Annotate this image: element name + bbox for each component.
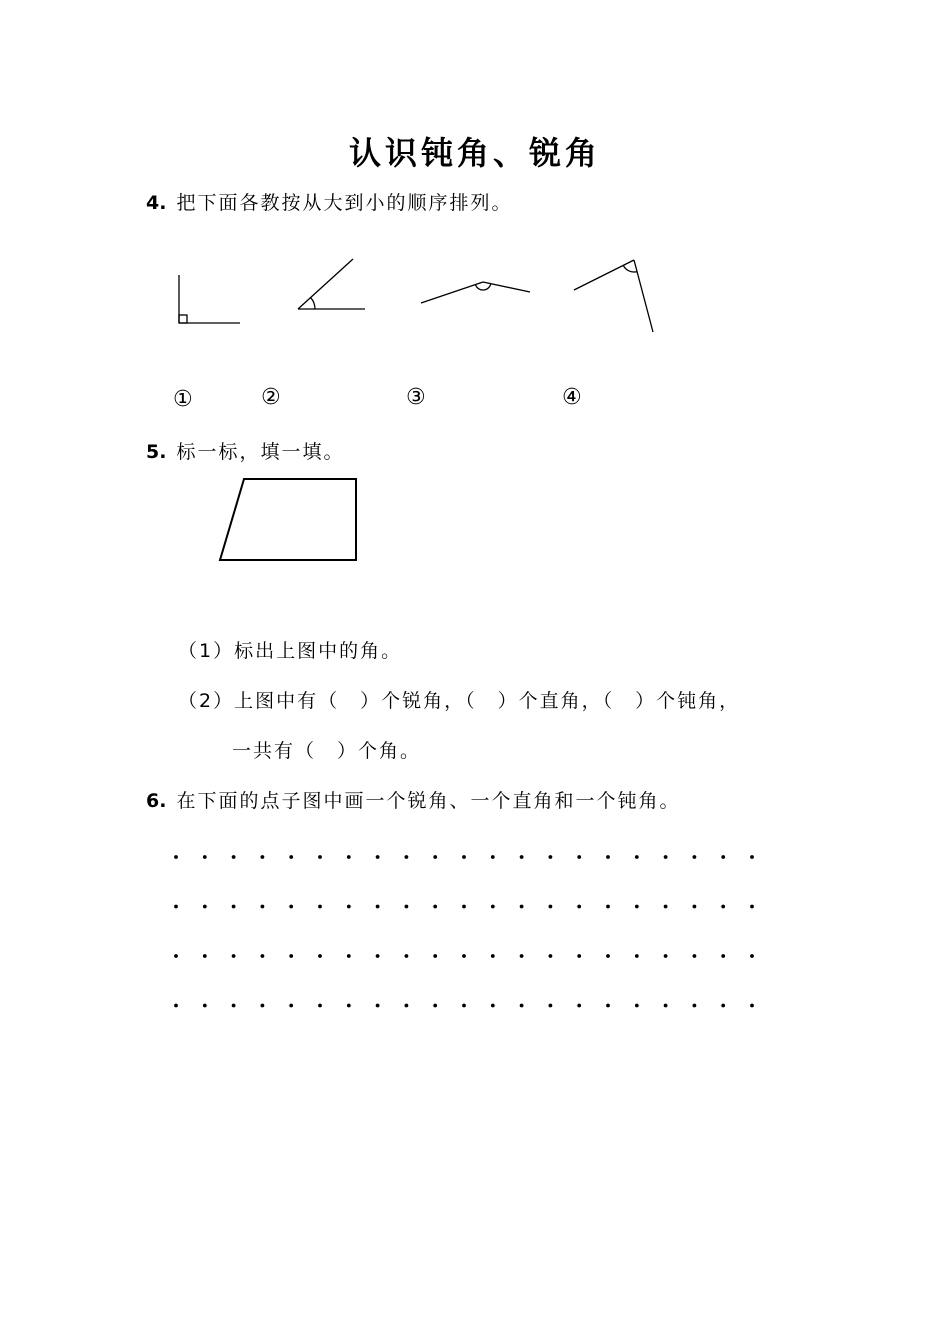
question-4-text: 把下面各教按从大到小的顺序排列。 bbox=[176, 192, 513, 214]
grid-dot[interactable] bbox=[750, 1004, 754, 1008]
grid-dot[interactable] bbox=[347, 1004, 351, 1008]
grid-dot[interactable] bbox=[174, 954, 178, 958]
question-5-number: 5. bbox=[146, 441, 167, 463]
grid-dot[interactable] bbox=[606, 905, 610, 909]
grid-dot[interactable] bbox=[664, 954, 668, 958]
grid-dot[interactable] bbox=[606, 954, 610, 958]
grid-dot[interactable] bbox=[462, 1004, 466, 1008]
grid-dot[interactable] bbox=[635, 1004, 639, 1008]
grid-dot[interactable] bbox=[549, 905, 553, 909]
grid-dot[interactable] bbox=[261, 1004, 265, 1008]
question-5 bbox=[146, 437, 344, 464]
grid-dot[interactable] bbox=[520, 905, 524, 909]
sub-1-text: 标出上图中的角。 bbox=[234, 640, 403, 662]
grid-dot[interactable] bbox=[405, 855, 409, 859]
grid-dot[interactable] bbox=[289, 855, 293, 859]
grid-dot[interactable] bbox=[693, 855, 697, 859]
grid-dot[interactable] bbox=[577, 954, 581, 958]
grid-dot[interactable] bbox=[750, 954, 754, 958]
grid-dot[interactable] bbox=[520, 954, 524, 958]
grid-dot[interactable] bbox=[577, 1004, 581, 1008]
grid-dot[interactable] bbox=[664, 905, 668, 909]
grid-dot[interactable] bbox=[376, 855, 380, 859]
grid-dot[interactable] bbox=[693, 1004, 697, 1008]
angle-label-1: ① bbox=[173, 387, 193, 412]
grid-dot[interactable] bbox=[577, 905, 581, 909]
grid-dot[interactable] bbox=[203, 954, 207, 958]
grid-dot[interactable] bbox=[405, 905, 409, 909]
grid-dot[interactable] bbox=[635, 855, 639, 859]
grid-dot[interactable] bbox=[462, 954, 466, 958]
grid-dot[interactable] bbox=[289, 1004, 293, 1008]
grid-dot[interactable] bbox=[491, 855, 495, 859]
grid-dot[interactable] bbox=[405, 954, 409, 958]
grid-dot[interactable] bbox=[405, 1004, 409, 1008]
grid-dot[interactable] bbox=[347, 954, 351, 958]
grid-dot[interactable] bbox=[491, 905, 495, 909]
question-6-number: 6. bbox=[146, 790, 167, 812]
grid-dot[interactable] bbox=[318, 1004, 322, 1008]
grid-dot[interactable] bbox=[318, 855, 322, 859]
grid-dot[interactable] bbox=[174, 855, 178, 859]
grid-dot[interactable] bbox=[347, 855, 351, 859]
angle-3-obtuse bbox=[421, 282, 530, 303]
sub-2-text: 上图中有（ ）个锐角，（ ）个直角，（ ）个钝角， bbox=[234, 690, 741, 712]
grid-dot[interactable] bbox=[721, 954, 725, 958]
question-5-sub-2 bbox=[178, 686, 740, 713]
grid-dot[interactable] bbox=[491, 954, 495, 958]
grid-dot[interactable] bbox=[693, 905, 697, 909]
question-6-text: 在下面的点子图中画一个锐角、一个直角和一个钝角。 bbox=[176, 790, 681, 812]
grid-dot[interactable] bbox=[462, 855, 466, 859]
question-5-text: 标一标，填一填。 bbox=[176, 441, 345, 463]
grid-dot[interactable] bbox=[606, 1004, 610, 1008]
angle-4-obtuse bbox=[574, 260, 653, 332]
grid-dot[interactable] bbox=[664, 855, 668, 859]
grid-dot[interactable] bbox=[376, 954, 380, 958]
grid-dot[interactable] bbox=[433, 905, 437, 909]
page-title: 认识钝角、锐角 bbox=[348, 134, 601, 172]
grid-dot[interactable] bbox=[491, 1004, 495, 1008]
question-6 bbox=[146, 786, 680, 813]
grid-dot[interactable] bbox=[520, 1004, 524, 1008]
grid-dot[interactable] bbox=[376, 1004, 380, 1008]
grid-dot[interactable] bbox=[318, 954, 322, 958]
grid-dot[interactable] bbox=[289, 905, 293, 909]
sub-2-number: （2） bbox=[178, 690, 235, 712]
grid-dot[interactable] bbox=[635, 905, 639, 909]
grid-dot[interactable] bbox=[721, 1004, 725, 1008]
grid-dot[interactable] bbox=[750, 855, 754, 859]
grid-dot[interactable] bbox=[261, 905, 265, 909]
grid-dot[interactable] bbox=[433, 954, 437, 958]
grid-dot[interactable] bbox=[577, 855, 581, 859]
grid-dot[interactable] bbox=[232, 855, 236, 859]
grid-dot[interactable] bbox=[549, 855, 553, 859]
grid-dot[interactable] bbox=[433, 1004, 437, 1008]
question-5-sub-1 bbox=[178, 636, 402, 663]
grid-dot[interactable] bbox=[520, 855, 524, 859]
grid-dot[interactable] bbox=[261, 855, 265, 859]
grid-dot[interactable] bbox=[174, 1004, 178, 1008]
grid-dot[interactable] bbox=[750, 905, 754, 909]
grid-dot[interactable] bbox=[232, 905, 236, 909]
grid-dot[interactable] bbox=[203, 905, 207, 909]
grid-dot[interactable] bbox=[664, 1004, 668, 1008]
grid-dot[interactable] bbox=[232, 954, 236, 958]
sub-1-number: （1） bbox=[178, 640, 235, 662]
grid-dot[interactable] bbox=[721, 855, 725, 859]
grid-dot[interactable] bbox=[693, 954, 697, 958]
grid-dot[interactable] bbox=[549, 954, 553, 958]
grid-dot[interactable] bbox=[318, 905, 322, 909]
grid-dot[interactable] bbox=[203, 1004, 207, 1008]
grid-dot[interactable] bbox=[232, 1004, 236, 1008]
grid-dot[interactable] bbox=[433, 855, 437, 859]
grid-dot[interactable] bbox=[289, 954, 293, 958]
grid-dot[interactable] bbox=[261, 954, 265, 958]
angle-1-right bbox=[179, 275, 240, 323]
grid-dot[interactable] bbox=[635, 954, 639, 958]
grid-dot[interactable] bbox=[203, 855, 207, 859]
angle-label-2: ② bbox=[261, 385, 281, 410]
question-5-sub-2-continued: 一共有（ ）个角。 bbox=[232, 740, 422, 762]
grid-dot[interactable] bbox=[721, 905, 725, 909]
question-4-number: 4. bbox=[146, 192, 167, 214]
angle-2-acute bbox=[298, 259, 365, 309]
angle-label-3: ③ bbox=[406, 385, 426, 410]
dot-grid[interactable] bbox=[174, 855, 754, 1007]
grid-dot[interactable] bbox=[174, 905, 178, 909]
trapezoid-figure bbox=[220, 479, 356, 560]
angle-label-4: ④ bbox=[562, 385, 582, 410]
grid-dot[interactable] bbox=[376, 905, 380, 909]
grid-dot[interactable] bbox=[606, 855, 610, 859]
grid-dot[interactable] bbox=[462, 905, 466, 909]
grid-dot[interactable] bbox=[549, 1004, 553, 1008]
grid-dot[interactable] bbox=[347, 905, 351, 909]
